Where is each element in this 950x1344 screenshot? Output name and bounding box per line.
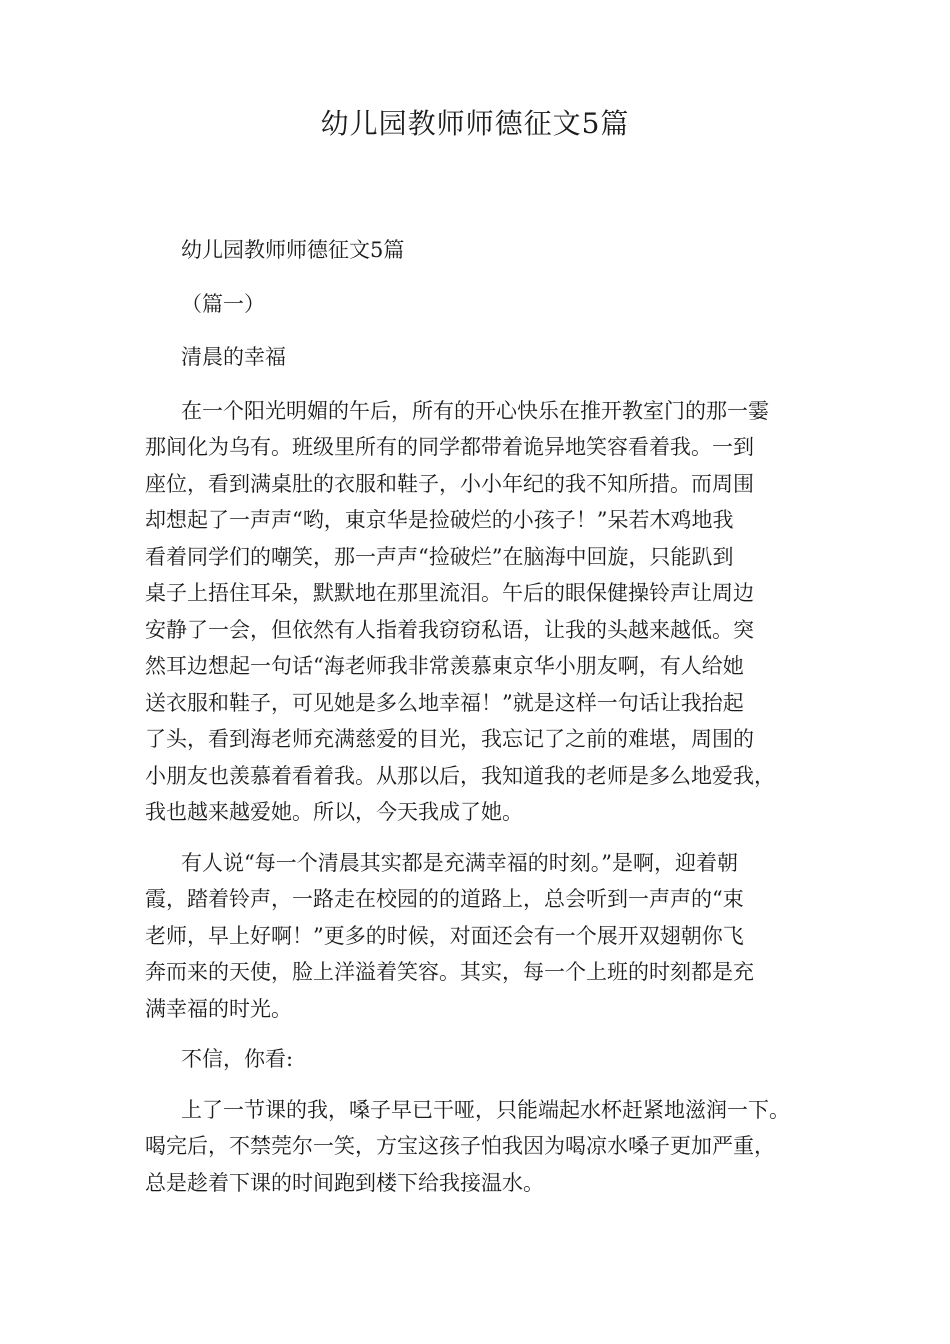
paragraph-line: 霞，踏着铃声，一路走在校园的的道路上，总会听到一声声的“束	[145, 887, 744, 911]
paragraph-line: 座位，看到满桌肚的衣服和鞋子，小小年纪的我不知所措。而周围	[145, 471, 754, 496]
paragraph-line: 然耳边想起一句话“海老师我非常羡慕東京华小朋友啊，有人给她	[145, 654, 744, 678]
paragraph-line: 在一个阳光明媚的午后，所有的开心快乐在推开教室门的那一霎	[181, 398, 769, 423]
paragraph-line: 老师，早上好啊！”更多的时候，对面还会有一个展开双翅朝你飞	[145, 923, 744, 948]
paragraph-line: 满幸福的时光。	[145, 996, 292, 1021]
paragraph-line: 喝完后，不禁莞尔一笑，方宝这孩子怕我因为喝凉水嗓子更加严重，	[145, 1134, 775, 1158]
paragraph-1	[145, 393, 825, 831]
paragraph-line: 我也越来越爱她。所以，今天我成了她。	[145, 800, 523, 824]
paragraph-line: 送衣服和鞋子，可见她是多么地幸福！”就是这样一句话让我抬起	[145, 690, 744, 715]
document-body	[145, 232, 825, 1201]
paragraph-line: 却想起了一声声“哟，東京华是捡破烂的小孩子！”呆若木鸡地我	[145, 508, 734, 532]
paragraph-line: 小朋友也羡慕着看着我。从那以后，我知道我的老师是多么地爱我，	[145, 763, 775, 788]
paragraph-line: 上了一节课的我，嗓子早已干哑，只能端起水杯赶紧地滋润一下。	[181, 1097, 790, 1122]
paragraph-line: 看着同学们的嘲笑，那一声声“捡破烂”在脑海中回旋，只能趴到	[145, 544, 734, 569]
paragraph-line: 总是趁着下课的时间跑到楼下给我接温水。	[145, 1170, 544, 1195]
paragraph-line: 安静了一会，但依然有人指着我窃窃私语，让我的头越来越低。突	[145, 617, 754, 642]
document-title: 幼儿园教师师德征文5篇	[320, 107, 630, 140]
paragraph-4	[145, 1092, 825, 1202]
paragraph-line: 了头，看到海老师充满慈爱的目光，我忘记了之前的难堪，周围的	[145, 727, 754, 751]
section-heading: 清晨的幸福	[181, 345, 286, 369]
paragraph-3	[145, 1041, 825, 1078]
paragraph-2	[145, 845, 825, 1028]
paragraph-line: 奔而来的天使，脸上洋溢着笑容。其实，每一个上班的时刻都是充	[145, 960, 754, 984]
document-subtitle: 幼儿园教师师德征文5篇	[181, 238, 405, 262]
section-label: （篇一）	[181, 291, 265, 316]
paragraph-line: 有人说“每一个清晨其实都是充满幸福的时刻。”是啊，迎着朝	[181, 850, 738, 875]
paragraph-line: 那间化为乌有。班级里所有的同学都带着诡异地笑容看着我。一到	[145, 435, 754, 459]
paragraph-line: 桌子上捂住耳朵，默默地在那里流泪。午后的眼保健操铃声让周边	[145, 581, 754, 605]
paragraph-line: 不信，你看:	[181, 1047, 294, 1071]
